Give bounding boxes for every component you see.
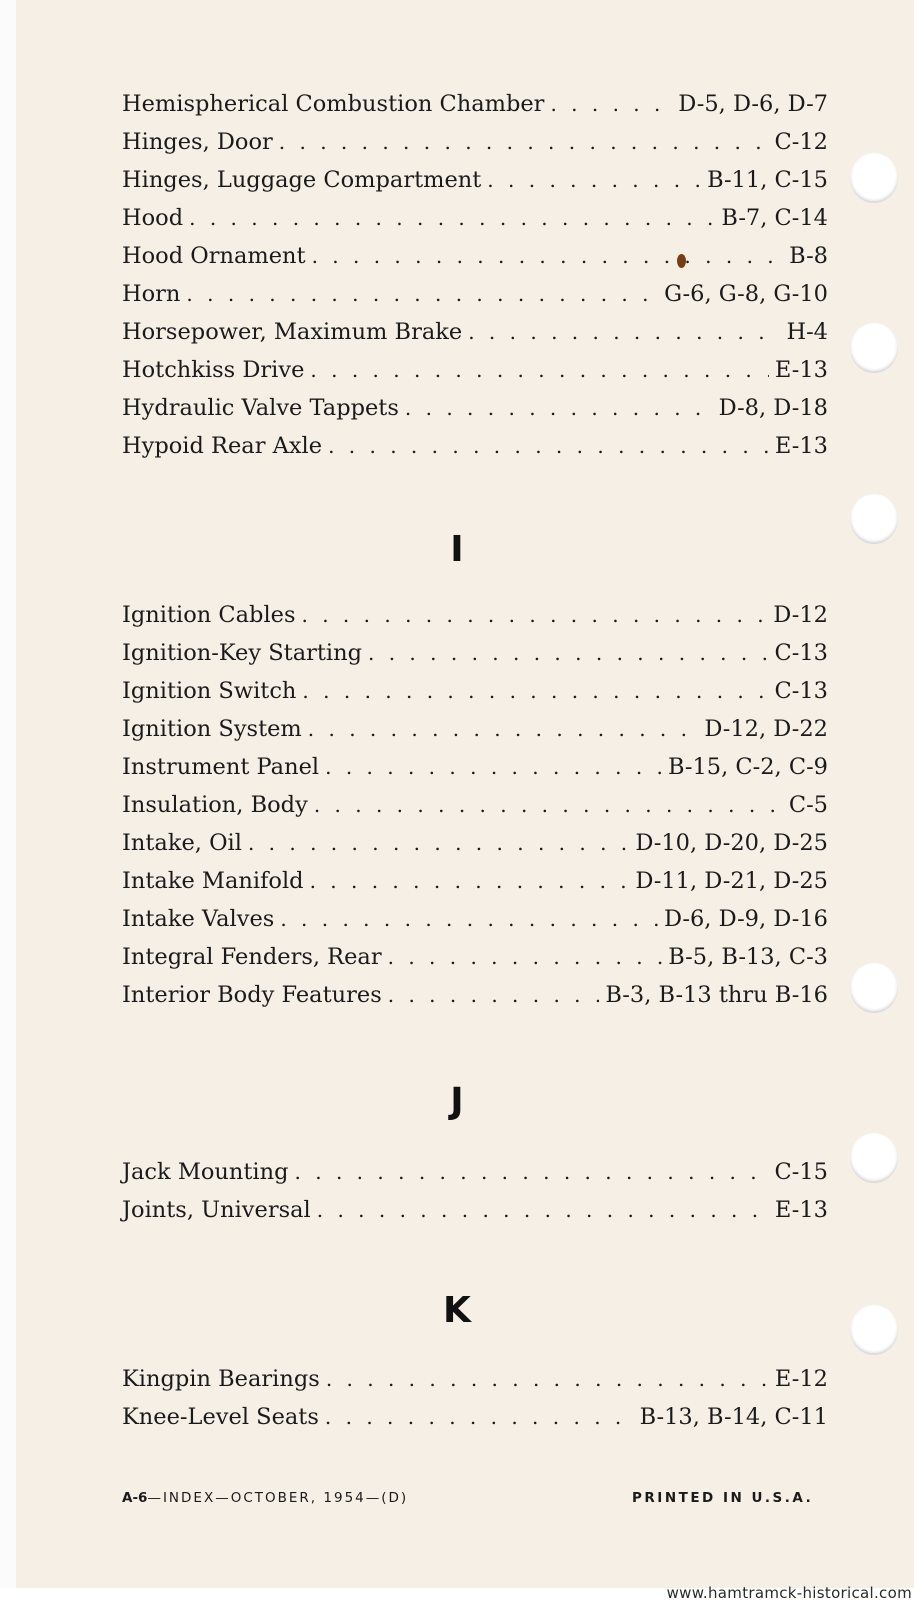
dot-leader <box>325 748 662 786</box>
binder-hole <box>850 1133 898 1183</box>
index-entry <box>122 237 828 275</box>
page-footer-left <box>122 1490 408 1506</box>
dot-leader <box>302 672 768 710</box>
index-entry <box>122 1191 828 1229</box>
entry-term: Hood Ornament <box>122 243 306 269</box>
dot-leader <box>279 123 769 161</box>
entry-term: Ignition System <box>122 716 302 742</box>
dot-leader <box>310 862 630 900</box>
entry-term: Intake Valves <box>122 906 275 932</box>
entry-page-ref: D-10, D-20, D-25 <box>635 830 828 856</box>
source-watermark: www.hamtramck-historical.com <box>666 1584 912 1602</box>
entry-term: Hypoid Rear Axle <box>122 433 323 459</box>
dot-leader <box>295 1153 769 1191</box>
entry-term: Hydraulic Valve Tappets <box>122 395 399 421</box>
index-entry <box>122 1360 828 1398</box>
entry-page-ref: D-6, D-9, D-16 <box>663 906 828 932</box>
index-entry <box>122 199 828 237</box>
index-entry <box>122 862 828 900</box>
entry-page-ref: E-13 <box>774 357 828 383</box>
index-entry <box>122 748 828 786</box>
entry-term: Interior Body Features <box>122 982 382 1008</box>
dot-leader <box>302 596 768 634</box>
entry-term: Hinges, Door <box>122 129 273 155</box>
dot-leader <box>388 938 663 976</box>
entry-page-ref: G-6, G-8, G-10 <box>664 281 828 307</box>
index-section-h <box>122 85 828 465</box>
dot-leader <box>186 275 658 313</box>
index-section-k <box>122 1360 828 1436</box>
index-entry <box>122 976 828 1014</box>
dot-leader <box>368 634 769 672</box>
dot-leader <box>308 710 699 748</box>
page-code: A-6 <box>122 1490 148 1506</box>
dot-leader <box>317 1191 769 1229</box>
index-entry <box>122 710 828 748</box>
dot-leader <box>328 427 769 465</box>
entry-term: Intake Manifold <box>122 868 304 894</box>
entry-page-ref: D-8, D-18 <box>718 395 828 421</box>
index-entry <box>122 427 828 465</box>
entry-term: Hinges, Luggage Compartment <box>122 167 482 193</box>
section-letter-heading: K <box>443 1290 471 1331</box>
entry-page-ref: C-15 <box>774 1159 828 1185</box>
index-entry <box>122 275 828 313</box>
entry-term: Horn <box>122 281 181 307</box>
section-letter-heading: J <box>450 1081 464 1122</box>
index-entry <box>122 85 828 123</box>
footer-index-date: —INDEX—OCTOBER, 1954—(D) <box>147 1490 409 1506</box>
entry-term: Jack Mounting <box>122 1159 289 1185</box>
dot-leader <box>189 199 715 237</box>
dot-leader <box>487 161 701 199</box>
entry-page-ref: B-8 <box>789 243 828 269</box>
index-entry <box>122 313 828 351</box>
dot-leader <box>280 900 658 938</box>
index-section-i <box>122 596 828 1014</box>
index-entry <box>122 161 828 199</box>
entry-term: Ignition Cables <box>122 602 296 628</box>
dot-leader <box>388 976 600 1014</box>
entry-page-ref: D-11, D-21, D-25 <box>635 868 828 894</box>
index-entry <box>122 824 828 862</box>
index-section-j <box>122 1153 828 1229</box>
entry-page-ref: C-13 <box>774 678 828 704</box>
entry-term: Intake, Oil <box>122 830 242 856</box>
dot-leader <box>314 786 783 824</box>
entry-page-ref: B-13, B-14, C-11 <box>639 1404 828 1430</box>
dot-leader <box>312 237 784 275</box>
page-footer-right: PRINTED IN U.S.A. <box>632 1490 814 1506</box>
entry-page-ref: C-13 <box>774 640 828 666</box>
binder-hole <box>850 963 898 1013</box>
entry-term: Instrument Panel <box>122 754 320 780</box>
index-entry <box>122 672 828 710</box>
entry-term: Integral Fenders, Rear <box>122 944 382 970</box>
dot-leader <box>326 1360 769 1398</box>
index-entry <box>122 389 828 427</box>
entry-page-ref: E-12 <box>774 1366 828 1392</box>
entry-page-ref: C-5 <box>788 792 828 818</box>
binder-hole <box>850 323 898 373</box>
index-entry <box>122 351 828 389</box>
entry-term: Joints, Universal <box>122 1197 311 1223</box>
entry-term: Hotchkiss Drive <box>122 357 305 383</box>
index-entry <box>122 634 828 672</box>
dot-leader <box>468 313 780 351</box>
index-entry <box>122 123 828 161</box>
index-entry <box>122 1153 828 1191</box>
entry-page-ref: B-7, C-14 <box>721 205 828 231</box>
entry-term: Hood <box>122 205 184 231</box>
entry-page-ref: B-11, C-15 <box>707 167 828 193</box>
entry-term: Ignition Switch <box>122 678 297 704</box>
index-entry <box>122 596 828 634</box>
index-entry <box>122 786 828 824</box>
entry-page-ref: B-5, B-13, C-3 <box>668 944 828 970</box>
entry-page-ref: C-12 <box>774 129 828 155</box>
entry-term: Ignition-Key Starting <box>122 640 362 666</box>
entry-page-ref: D-12, D-22 <box>704 716 828 742</box>
dot-leader <box>248 824 629 862</box>
dot-leader <box>325 1398 634 1436</box>
entry-term: Insulation, Body <box>122 792 308 818</box>
entry-term: Kingpin Bearings <box>122 1366 320 1392</box>
entry-page-ref: B-3, B-13 thru B-16 <box>605 982 828 1008</box>
entry-term: Hemispherical Combustion Chamber <box>122 91 545 117</box>
dot-leader <box>405 389 713 427</box>
index-entry <box>122 1398 828 1436</box>
entry-page-ref: E-13 <box>774 433 828 459</box>
entry-page-ref: H-4 <box>786 319 828 345</box>
binder-hole <box>850 153 898 203</box>
dot-leader <box>550 85 672 123</box>
index-entry <box>122 900 828 938</box>
page-left-edge <box>0 0 16 1600</box>
entry-term: Knee-Level Seats <box>122 1404 319 1430</box>
section-letter-heading: I <box>450 529 464 570</box>
entry-term: Horsepower, Maximum Brake <box>122 319 463 345</box>
entry-page-ref: E-13 <box>774 1197 828 1223</box>
entry-page-ref: D-12 <box>773 602 828 628</box>
index-entry <box>122 938 828 976</box>
entry-page-ref: B-15, C-2, C-9 <box>667 754 828 780</box>
entry-page-ref: D-5, D-6, D-7 <box>678 91 828 117</box>
dot-leader <box>310 351 769 389</box>
